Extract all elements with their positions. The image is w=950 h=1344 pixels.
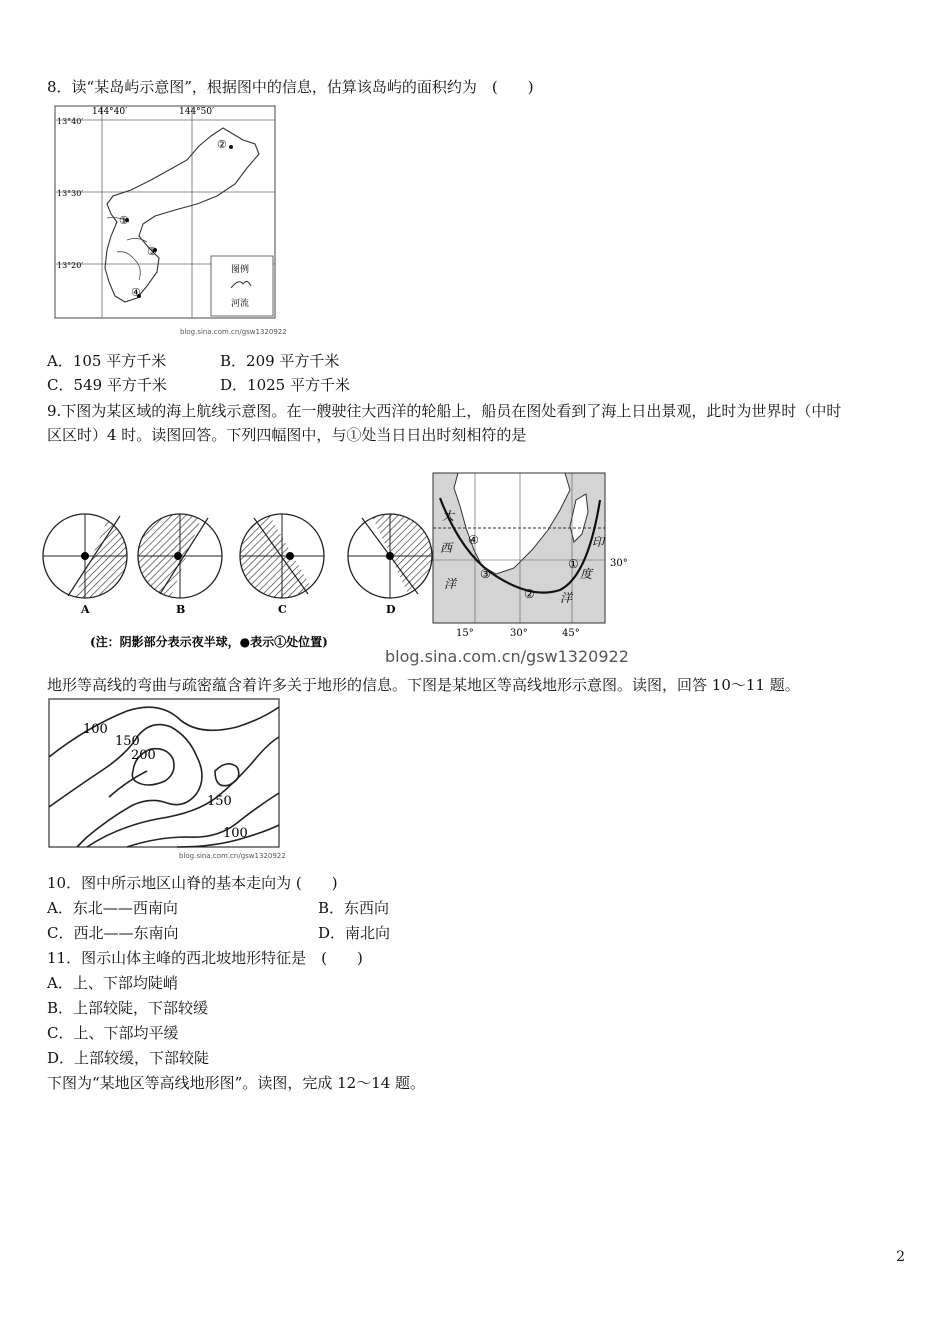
contour-map xyxy=(47,697,287,862)
contour-watermark: blog.sina.com.cn/gsw1320922 xyxy=(179,852,286,860)
lat-30-label: 30° xyxy=(610,558,628,569)
q8-option-c: C．549 平方千米 xyxy=(47,376,167,394)
contour-label-200: 200 xyxy=(131,748,156,763)
route-marker-4: ④ xyxy=(468,533,479,547)
q10-option-c: C．西北——东南向 xyxy=(47,924,179,942)
lon-15-label: 15° xyxy=(456,628,474,639)
q11-option-b: B．上部较陡，下部较缓 xyxy=(47,999,209,1017)
circle-label-c: C xyxy=(278,603,287,616)
lon-label-2: 144°50′ xyxy=(179,107,215,117)
marker-1: ① xyxy=(119,214,129,227)
q10-option-b: B．东西向 xyxy=(318,899,390,917)
label-da: 大 xyxy=(442,509,455,523)
intro-10-11: 地形等高线的弯曲与疏密蕴含着许多关于地形的信息。下图是某地区等高线地形示意图。读图，回答 10～11 题。 xyxy=(47,676,800,694)
route-marker-3: ③ xyxy=(480,567,491,581)
q8-option-a: A．105 平方千米 xyxy=(47,352,167,370)
q9-note: (注：阴影部分表示夜半球，●表示①处位置) xyxy=(90,635,328,649)
q9-stem-line1: 9.下图为某区域的海上航线示意图。在一艘驶往大西洋的轮船上，船员在图处看到了海上日出景观，此时为世界时（中时 xyxy=(47,402,842,420)
watermark: blog.sina.com.cn/gsw1320922 xyxy=(180,328,287,336)
label-yin: 印 xyxy=(592,535,605,549)
contour-label-100a: 100 xyxy=(83,722,108,737)
circle-label-d: D xyxy=(386,603,396,616)
contour-label-150a: 150 xyxy=(115,734,140,749)
contour-label-100b: 100 xyxy=(223,826,248,841)
circle-c xyxy=(235,490,330,620)
q8-stem: 8．读“某岛屿示意图”，根据图中的信息，估算该岛屿的面积约为 ( ) xyxy=(47,78,534,96)
marker-4: ④ xyxy=(131,286,141,299)
circle-b xyxy=(135,490,222,620)
lon-label-1: 144°40′ xyxy=(92,107,128,117)
lat-label-3: 13°20′ xyxy=(57,261,84,270)
label-yang2: 洋 xyxy=(560,591,573,605)
intro-12-14: 下图为“某地区等高线地形图”。读图，完成 12～14 题。 xyxy=(47,1074,426,1092)
marker-3: ③ xyxy=(147,245,157,258)
circle-a xyxy=(43,490,150,620)
page-number: 2 xyxy=(896,1249,905,1265)
lat-label-1: 13°40′ xyxy=(57,117,84,126)
label-yang1: 洋 xyxy=(444,577,457,591)
lat-label-2: 13°30′ xyxy=(57,189,84,198)
lon-45-label: 45° xyxy=(562,628,580,639)
route-marker-2: ② xyxy=(524,587,535,601)
q8-option-b: B．209 平方千米 xyxy=(220,352,340,370)
q10-stem: 10．图中所示地区山脊的基本走向为 ( ) xyxy=(47,874,338,892)
lon-30-label: 30° xyxy=(510,628,528,639)
q9-figure xyxy=(40,470,640,668)
q11-option-d: D．上部较缓，下部较陡 xyxy=(47,1049,210,1067)
q10-option-d: D．南北向 xyxy=(318,924,391,942)
q11-option-a: A．上、下部均陡峭 xyxy=(47,974,178,992)
circle-label-a: A xyxy=(81,603,90,616)
legend-river: 河流 xyxy=(231,299,250,309)
route-marker-1: ① xyxy=(568,557,579,571)
label-xi: 西 xyxy=(440,541,453,555)
q11-stem: 11．图示山体主峰的西北坡地形特征是 ( ) xyxy=(47,949,363,967)
label-du: 度 xyxy=(580,567,593,581)
q9-stem-line2: 区区时）4 时。读图回答。下列四幅图中，与①处当日日出时刻相符的是 xyxy=(47,426,527,444)
route-map xyxy=(433,473,628,639)
q8-option-d: D．1025 平方千米 xyxy=(220,376,350,394)
circle-label-b: B xyxy=(176,603,186,616)
marker-2: ② xyxy=(217,138,227,151)
circle-d xyxy=(348,490,440,620)
island-map xyxy=(47,100,287,342)
q10-option-a: A．东北——西南向 xyxy=(47,899,178,917)
legend-title: 图例 xyxy=(231,265,250,275)
contour-label-150b: 150 xyxy=(207,794,232,809)
q9-watermark: blog.sina.com.cn/gsw1320922 xyxy=(385,647,629,666)
q11-option-c: C．上、下部均平缓 xyxy=(47,1024,179,1042)
